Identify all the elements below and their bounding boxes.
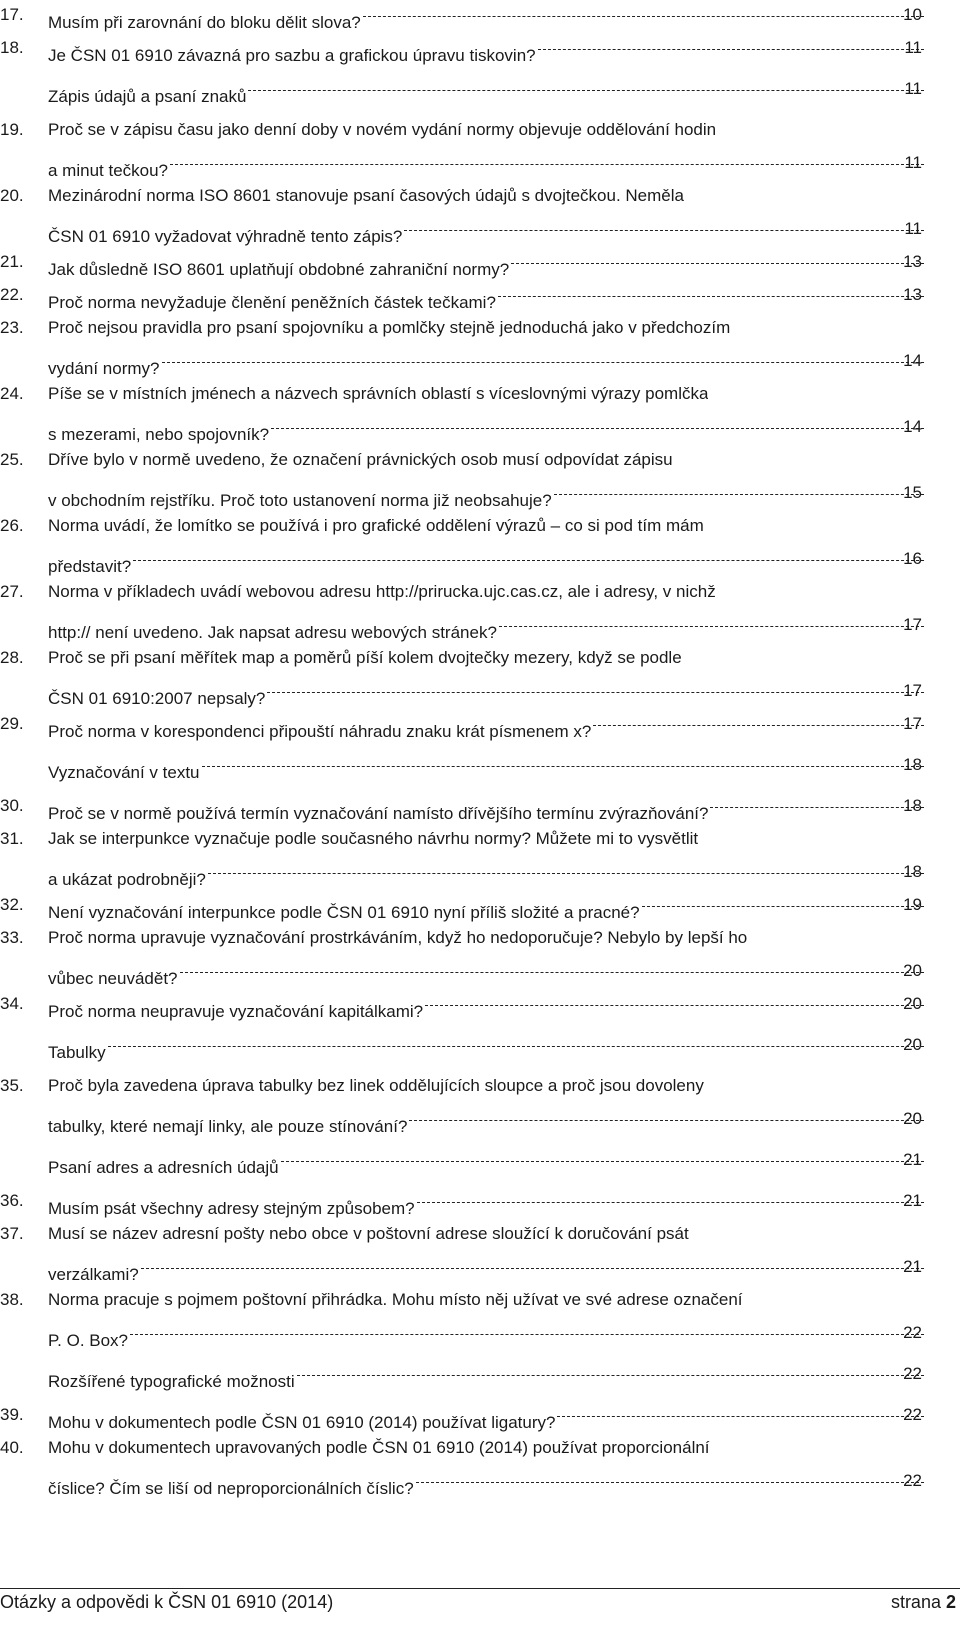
toc-entry-text: Proč se při psaní měřítek map a poměrů píší kolem dvojtečky mezery, když se podle [48, 648, 682, 667]
toc-section-title: Tabulky [48, 1043, 106, 1062]
toc-entry-number: 21. [0, 252, 24, 271]
toc-dot-leader [297, 1361, 924, 1387]
toc-dot-leader [180, 958, 925, 984]
toc-dot-leader [271, 414, 924, 440]
toc-dot-leader [511, 249, 924, 275]
toc-page-number: 17 [903, 681, 922, 700]
toc-dot-leader [593, 711, 924, 737]
toc-section-title: Vyznačování v textu [48, 763, 200, 782]
toc-dot-leader [499, 612, 924, 638]
toc-dot-leader [202, 752, 924, 778]
toc-page-number: 13 [903, 285, 922, 304]
toc-entry-text: vůbec neuvádět? [48, 969, 178, 988]
toc-page-number: 21 [903, 1257, 922, 1276]
toc-section-title: Rozšířené typografické možnosti [48, 1372, 295, 1391]
toc-entry-text: s mezerami, nebo spojovník? [48, 425, 270, 444]
toc-entry-text: Norma pracuje s pojmem poštovní přihrádka. Mohu místo něj užívat ve své adrese označení [48, 1290, 743, 1309]
toc-page-number: 18 [903, 862, 922, 881]
toc-section-title: Zápis údajů a psaní znaků [48, 87, 247, 106]
toc-page-number: 10 [903, 5, 922, 24]
toc-entry-text: P. O. Box? [48, 1331, 129, 1350]
toc-page-number: 20 [903, 1109, 922, 1128]
toc-entry-text: Proč se v zápisu času jako denní doby v novém vydání normy objevuje oddělování hodin [48, 120, 717, 139]
toc-dot-leader [208, 859, 924, 885]
toc-entry-text: Není vyznačování interpunkce podle ČSN 01 6910 nyní příliš složité a pracné? [48, 903, 640, 922]
toc-entry-number: 29. [0, 714, 24, 733]
toc-dot-leader [267, 678, 924, 704]
toc-entry-number: 36. [0, 1191, 24, 1210]
toc-dot-leader [404, 216, 924, 242]
toc-entry-text: představit? [48, 557, 132, 576]
toc-page-number: 22 [903, 1364, 922, 1383]
toc-entry-number: 24. [0, 384, 24, 403]
toc-entry-text: ČSN 01 6910:2007 nepsaly? [48, 689, 266, 708]
toc-entry-text: Jak důsledně ISO 8601 uplatňují obdobné zahraniční normy? [48, 260, 510, 279]
toc-dot-leader [170, 150, 924, 176]
toc-entry-text: Proč nejsou pravidla pro psaní spojovníku a pomlčky stejně jednoduchá jako v předchozím [48, 318, 731, 337]
toc-entry-text: Proč norma upravuje vyznačování prostrkáváním, když ho nedoporučuje? Nebylo by lepší ho [48, 928, 748, 947]
toc-dot-leader [141, 1254, 924, 1280]
toc-entry-text: ČSN 01 6910 vyžadovat výhradně tento zápis? [48, 227, 403, 246]
toc-entry-text: Proč byla zavedena úprava tabulky bez linek oddělujících sloupce a proč jsou dovoleny [48, 1076, 704, 1095]
toc-entry-number: 40. [0, 1438, 24, 1457]
toc-page-number: 11 [904, 219, 922, 238]
toc-entry-number: 22. [0, 285, 24, 304]
toc-page-number: 11 [904, 153, 922, 172]
toc-entry-text: Mohu v dokumentech upravovaných podle ČSN 01 6910 (2014) používat proporcionální [48, 1438, 710, 1457]
toc-dot-leader [417, 1188, 924, 1214]
toc-dot-leader [133, 546, 924, 572]
toc-entry-text: Musím při zarovnání do bloku dělit slova? [48, 13, 361, 32]
toc-entry-text: Proč norma v korespondenci připouští náhradu znaku krát písmenem x? [48, 722, 592, 741]
toc-page-number: 20 [903, 1035, 922, 1054]
toc-entry-text: Jak se interpunkce vyznačuje podle současného návrhu normy? Můžete mi to vysvětlit [48, 829, 699, 848]
toc-page-number: 20 [903, 994, 922, 1013]
toc-entry-text: a ukázat podrobněji? [48, 870, 206, 889]
footer-page-number: 2 [945, 1592, 956, 1612]
footer-divider [0, 1588, 960, 1589]
toc-entry-text: Musí se název adresní pošty nebo obce v poštovní adrese sloužící k doručování psát [48, 1224, 689, 1243]
toc-page-number: 17 [903, 714, 922, 733]
toc-dot-leader [363, 2, 924, 28]
toc-entry-text: Norma uvádí, že lomítko se používá i pro grafické oddělení výrazů – co si pod tím mám [48, 516, 704, 535]
toc-entry-number: 18. [0, 38, 24, 57]
toc-entry-number: 32. [0, 895, 24, 914]
toc-dot-leader [162, 348, 925, 374]
toc-entry-number: 37. [0, 1224, 24, 1243]
toc-entry-number: 38. [0, 1290, 24, 1309]
toc-page-number: 21 [903, 1150, 922, 1169]
toc-entry-number: 33. [0, 928, 24, 947]
footer-title: Otázky a odpovědi k ČSN 01 6910 (2014) [0, 1592, 334, 1612]
toc-page-number: 19 [903, 895, 922, 914]
footer-page [891, 1592, 956, 1613]
toc-entry-text: vydání normy? [48, 359, 160, 378]
toc-entry-number: 28. [0, 648, 24, 667]
toc-dot-leader [498, 282, 924, 308]
toc-entry-text: Je ČSN 01 6910 závazná pro sazbu a grafickou úpravu tiskovin? [48, 46, 536, 65]
toc-entry-text: Musím psát všechny adresy stejným způsobem? [48, 1199, 415, 1218]
toc-entry-text: Mohu v dokumentech podle ČSN 01 6910 (2014) používat ligatury? [48, 1413, 556, 1432]
toc-page-number: 18 [903, 755, 922, 774]
toc-entry-number: 34. [0, 994, 24, 1013]
toc-entry-text: a minut tečkou? [48, 161, 169, 180]
toc-entry-number: 17. [0, 5, 24, 24]
toc-page-number: 18 [903, 796, 922, 815]
toc-page-number: 22 [903, 1405, 922, 1424]
toc-entry-text: Proč norma neupravuje vyznačování kapitálkami? [48, 1002, 424, 1021]
toc-entry-number: 35. [0, 1076, 24, 1095]
toc-dot-leader [642, 892, 924, 918]
toc-page-number: 22 [903, 1323, 922, 1342]
toc-page-number: 16 [903, 549, 922, 568]
toc-entry-text: Dříve bylo v normě uvedeno, že označení právnických osob musí odpovídat zápisu [48, 450, 673, 469]
toc-dot-leader [409, 1106, 924, 1132]
toc-entry-number: 31. [0, 829, 24, 848]
toc-dot-leader [425, 991, 924, 1017]
toc-entry-number: 19. [0, 120, 24, 139]
toc-dot-leader [281, 1147, 924, 1173]
toc-entry-number: 39. [0, 1405, 24, 1424]
toc-entry-text: Píše se v místních jménech a názvech správních oblastí s víceslovnými výrazy pomlčka [48, 384, 709, 403]
toc-entry-number: 30. [0, 796, 24, 815]
toc-entry-text: Norma v příkladech uvádí webovou adresu http://prirucka.ujc.cas.cz, ale i adresy, v nichž [48, 582, 716, 601]
toc-entry-text: http:// není uvedeno. Jak napsat adresu webových stránek? [48, 623, 497, 642]
toc-dot-leader [538, 35, 924, 61]
toc-entry-text: číslice? Čím se liší od neproporcionálních číslic? [48, 1479, 414, 1498]
toc-page-number: 14 [903, 351, 922, 370]
toc-page-number: 17 [903, 615, 922, 634]
toc-entry-number: 27. [0, 582, 24, 601]
toc-dot-leader [554, 480, 924, 506]
toc-dot-leader [130, 1320, 924, 1346]
toc-page-number: 11 [904, 79, 922, 98]
toc-page-number: 14 [903, 417, 922, 436]
toc-entry-text: v obchodním rejstříku. Proč toto ustanovení norma již neobsahuje? [48, 491, 552, 510]
toc-entry-text: Proč se v normě používá termín vyznačování namísto dřívějšího termínu zvýrazňování? [48, 804, 709, 823]
toc-entry-number: 26. [0, 516, 24, 535]
toc-entry-number: 25. [0, 450, 24, 469]
toc-page-number: 20 [903, 961, 922, 980]
toc-page-number: 21 [903, 1191, 922, 1210]
toc-dot-leader [416, 1468, 924, 1494]
toc-dot-leader [108, 1032, 924, 1058]
footer-page-label: strana [890, 1592, 941, 1612]
toc-entry-text: Mezinárodní norma ISO 8601 stanovuje psaní časových údajů s dvojtečkou. Neměla [48, 186, 684, 205]
toc-entry-text: verzálkami? [48, 1265, 139, 1284]
toc-entry-text: Proč norma nevyžaduje členění peněžních částek tečkami? [48, 293, 496, 312]
toc-dot-leader [557, 1402, 924, 1428]
toc-section-title: Psaní adres a adresních údajů [48, 1158, 279, 1177]
toc-entry-number: 20. [0, 186, 24, 205]
toc-entry-number: 23. [0, 318, 24, 337]
toc-page-number: 15 [903, 483, 922, 502]
toc-page-number: 13 [903, 252, 922, 271]
toc-dot-leader [248, 76, 924, 102]
toc-entry-text: tabulky, které nemají linky, ale pouze stínování? [48, 1117, 408, 1136]
toc-page-number: 11 [904, 38, 922, 57]
toc-page-number: 22 [903, 1471, 922, 1490]
